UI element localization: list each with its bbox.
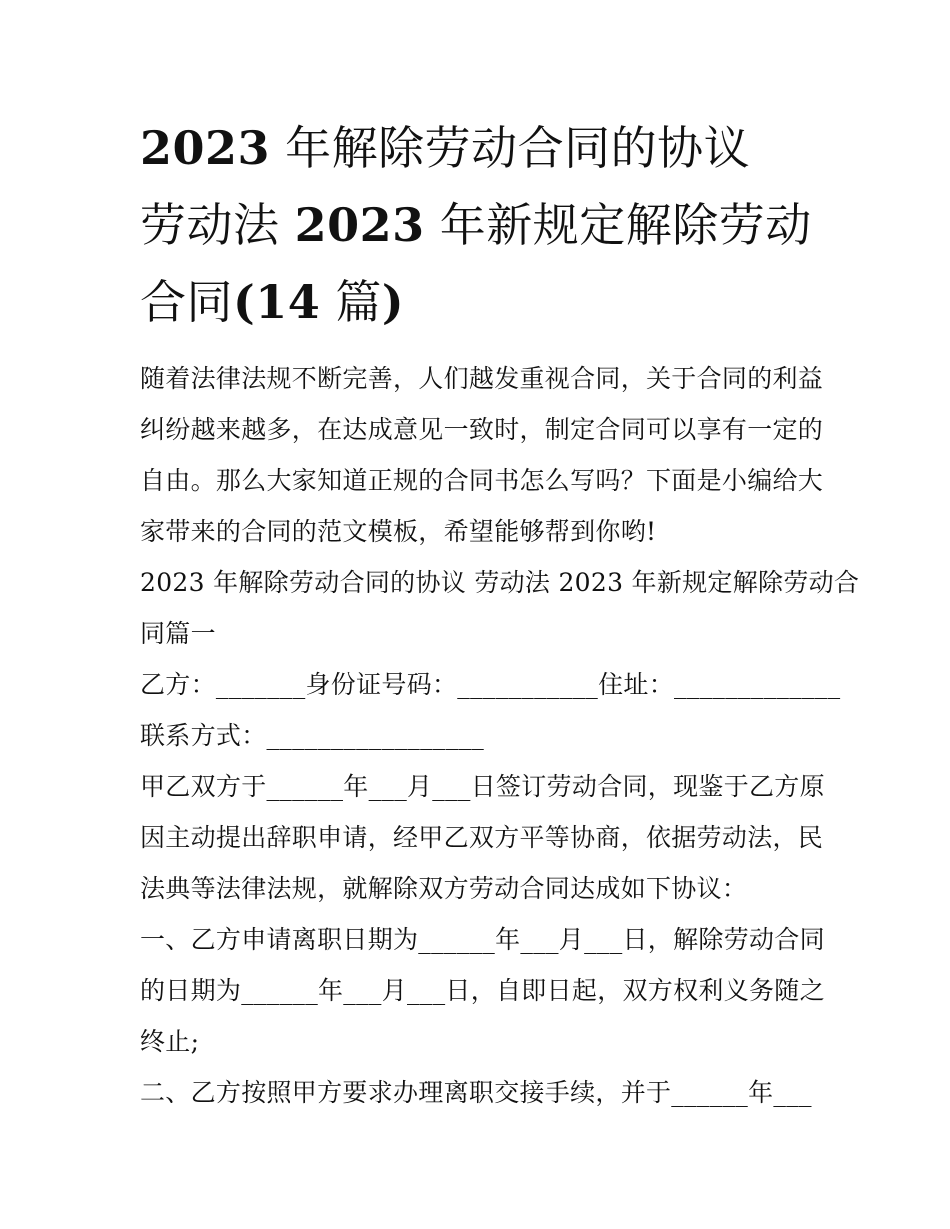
text-line: 二、乙方按照甲方要求办理离职交接手续，并于______年___ [140, 1078, 812, 1107]
clause-2-paragraph [140, 1067, 820, 1118]
agreement-preamble-paragraph [140, 761, 825, 914]
text-line: 乙方：_______身份证号码：___________住址：_____________ [140, 670, 841, 699]
text-line: 法典等法律法规，就解除双方劳动合同达成如下协议： [140, 874, 748, 903]
document-page [140, 110, 860, 1118]
text-line: 家带来的合同的范文模板，希望能够帮到你哟! [140, 517, 657, 546]
document-title [140, 110, 820, 341]
title-line-2: 劳动法 2023 年新规定解除劳动 [140, 198, 812, 252]
title-line-1: 2023 年解除劳动合同的协议 [140, 121, 751, 175]
title-line-3: 合同(14 篇) [140, 275, 405, 329]
text-line: 甲乙双方于______年___月___日签订劳动合同，现鉴于乙方原 [140, 772, 825, 801]
intro-paragraph [140, 353, 824, 557]
text-line: 因主动提出辞职申请，经甲乙双方平等协商，依据劳动法，民 [140, 823, 824, 852]
text-line: 同篇一 [140, 619, 216, 648]
text-line: 自由。那么大家知道正规的合同书怎么写吗？下面是小编给大 [140, 466, 824, 495]
clause-1-paragraph [140, 914, 825, 1067]
section-heading-paragraph [140, 557, 860, 659]
text-line: 的日期为______年___月___日，自即日起，双方权利义务随之 [140, 976, 825, 1005]
text-line: 随着法律法规不断完善，人们越发重视合同，关于合同的利益 [140, 364, 824, 393]
text-line: 一、乙方申请离职日期为______年___月___日，解除劳动合同 [140, 925, 825, 954]
text-line: 纠纷越来越多，在达成意见一致时，制定合同可以享有一定的 [140, 415, 824, 444]
party-b-info-paragraph [140, 659, 841, 761]
text-line: 终止; [140, 1027, 200, 1056]
text-line: 2023 年解除劳动合同的协议 劳动法 2023 年新规定解除劳动合 [140, 568, 860, 597]
text-line: 联系方式：_________________ [140, 721, 485, 750]
